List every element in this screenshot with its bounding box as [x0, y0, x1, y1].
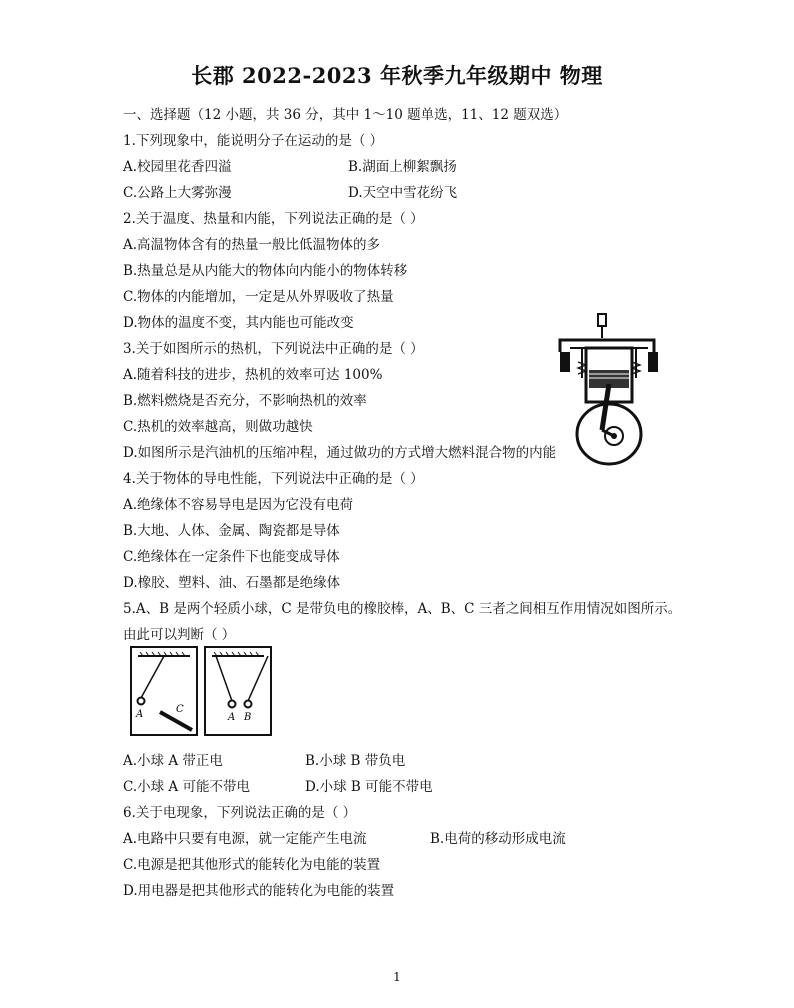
engine-cylinder-diagram: [556, 312, 662, 468]
page-number: 1: [393, 970, 401, 984]
q4-stem: 4.关于物体的导电性能，下列说法中正确的是（ ）: [123, 471, 424, 487]
q6-option-c: C.电源是把其他形式的能转化为电能的装置: [123, 857, 381, 873]
q4-option-c: C.绝缘体在一定条件下也能变成导体: [123, 549, 340, 565]
q3-option-c: C.热机的效率越高，则做功越快: [123, 419, 313, 435]
q5-option-d: D.小球 B 可能不带电: [305, 779, 433, 795]
q3-stem: 3.关于如图所示的热机，下列说法中正确的是（ ）: [123, 341, 424, 357]
fig1-label-a: A: [136, 709, 144, 720]
q5-stem-continued: 由此可以判断（ ）: [123, 627, 236, 643]
q4-option-a: A.绝缘体不容易导电是因为它没有电荷: [123, 497, 354, 513]
q2-option-b: B.热量总是从内能大的物体向内能小的物体转移: [123, 263, 408, 279]
q2-option-a: A.高温物体含有的热量一般比低温物体的多: [123, 237, 381, 253]
q2-option-c: C.物体的内能增加，一定是从外界吸收了热量: [123, 289, 394, 305]
q1-stem: 1.下列现象中，能说明分子在运动的是（ ）: [123, 133, 384, 149]
q2-option-d: D.物体的温度不变，其内能也可能改变: [123, 315, 354, 331]
q1-option-a: A.校园里花香四溢: [123, 159, 232, 175]
fig1-label-c: C: [176, 704, 184, 715]
q1-option-d: D.天空中雪花纷飞: [348, 185, 458, 201]
fig2-label-a: A: [228, 712, 236, 723]
q5-option-b: B.小球 B 带负电: [305, 753, 406, 769]
q1-option-c: C.公路上大雾弥漫: [123, 185, 232, 201]
pendulum-figure-a-b: [204, 646, 272, 736]
q3-option-d: D.如图所示是汽油机的压缩冲程，通过做功的方式增大燃料混合物的内能: [123, 445, 557, 461]
q5-stem: 5.A、B 是两个轻质小球，C 是带负电的橡胶棒，A、B、C 三者之间相互作用情况如图所示。: [123, 601, 682, 617]
q3-option-a: A.随着科技的进步，热机的效率可达 100%: [123, 367, 383, 383]
q5-option-c: C.小球 A 可能不带电: [123, 779, 250, 795]
q6-option-d: D.用电器是把其他形式的能转化为电能的装置: [123, 883, 395, 899]
q3-option-b: B.燃料燃烧是否充分，不影响热机的效率: [123, 393, 367, 409]
q6-stem: 6.关于电现象，下列说法正确的是（ ）: [123, 805, 357, 821]
fig2-label-b: B: [244, 712, 252, 723]
q4-option-b: B.大地、人体、金属、陶瓷都是导体: [123, 523, 340, 539]
section-heading: 一、选择题（12 小题，共 36 分，其中 1～10 题单选，11、12 题双选）: [123, 107, 568, 123]
q6-option-b: B.电荷的移动形成电流: [430, 831, 566, 847]
q1-option-b: B.湖面上柳絮飘扬: [348, 159, 457, 175]
pendulum-figure-a-c: [130, 646, 198, 736]
q4-option-d: D.橡胶、塑料、油、石墨都是绝缘体: [123, 575, 341, 591]
q2-stem: 2.关于温度、热量和内能，下列说法正确的是（ ）: [123, 211, 424, 227]
page-title: 长郡 2022-2023 年秋季九年级期中 物理: [191, 63, 603, 88]
q6-option-a: A.电路中只要有电源，就一定能产生电流: [123, 831, 367, 847]
q5-option-a: A.小球 A 带正电: [123, 753, 223, 769]
